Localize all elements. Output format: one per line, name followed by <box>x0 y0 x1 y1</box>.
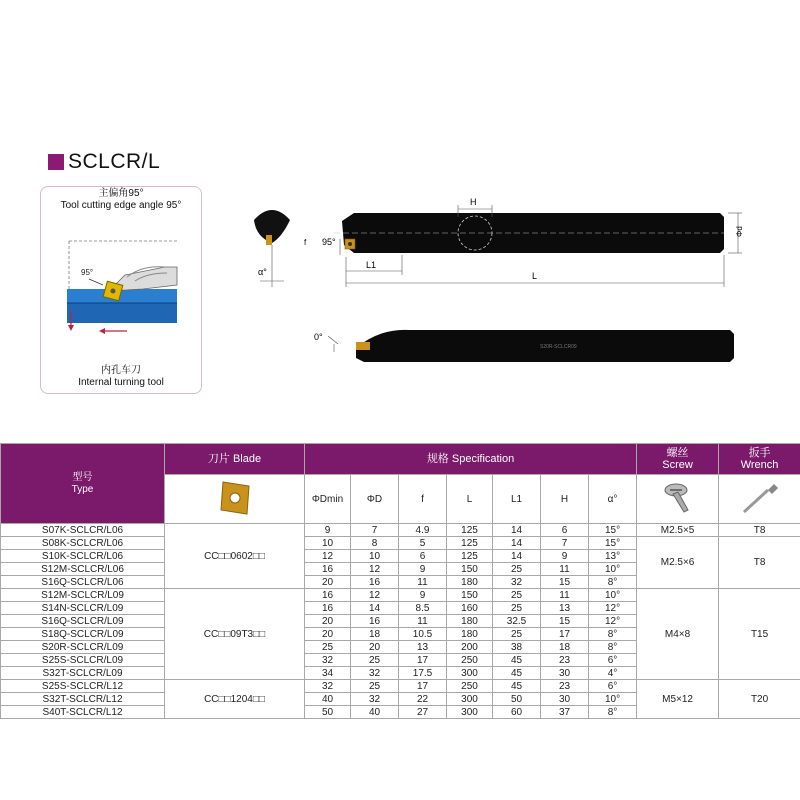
spec-value-cell: 125 <box>447 524 493 537</box>
spec-value-cell: 32 <box>305 680 351 693</box>
blade-header: 刀片 Blade <box>165 444 305 475</box>
spec-value-cell: 200 <box>447 641 493 654</box>
spec-value-cell: 45 <box>493 654 541 667</box>
feature-card-header <box>41 187 201 212</box>
angle-95-label: 95° <box>81 268 94 277</box>
spec-value-cell: 12 <box>351 563 399 576</box>
spec-value-cell: 11 <box>399 576 447 589</box>
spec-value-cell: 180 <box>447 628 493 641</box>
spec-value-cell: 250 <box>447 654 493 667</box>
spec-value-cell: 27 <box>399 706 447 719</box>
type-cell: S12M-SCLCR/L09 <box>1 589 165 602</box>
spec-value-cell: 12 <box>305 550 351 563</box>
spec-value-cell: 8° <box>589 706 637 719</box>
spec-value-cell: 10.5 <box>399 628 447 641</box>
spec-value-cell: 8 <box>351 537 399 550</box>
spec-value-cell: 14 <box>351 602 399 615</box>
type-header-cn: 型号 <box>72 471 93 483</box>
spec-value-cell: 12° <box>589 615 637 628</box>
type-cell: S12M-SCLCR/L06 <box>1 563 165 576</box>
spec-value-cell: 25 <box>351 654 399 667</box>
type-cell: S07K-SCLCR/L06 <box>1 524 165 537</box>
spec-value-cell: 14 <box>493 550 541 563</box>
screw-cell: M5×12 <box>637 680 719 719</box>
spec-value-cell: 37 <box>541 706 589 719</box>
tool-side-view <box>310 322 740 370</box>
spec-value-cell: 50 <box>493 693 541 706</box>
insert-image-cell <box>165 475 305 524</box>
blade-cell: CC□□09T3□□ <box>165 589 305 680</box>
screw-header-en: Screw <box>662 459 693 471</box>
spec-value-cell: 25 <box>493 563 541 576</box>
type-cell: S25S-SCLCR/L09 <box>1 654 165 667</box>
type-cell: S16Q-SCLCR/L06 <box>1 576 165 589</box>
spec-value-cell: 13° <box>589 550 637 563</box>
spec-value-cell: 12 <box>351 589 399 602</box>
type-header-en: Type <box>71 483 94 495</box>
cutting-angle-cn: 主偏角95° <box>98 188 144 199</box>
wrench-header <box>719 444 800 475</box>
spec-value-cell: 8° <box>589 628 637 641</box>
spec-value-cell: 20 <box>305 615 351 628</box>
spec-value-cell: 11 <box>541 589 589 602</box>
spec-value-cell: 9 <box>305 524 351 537</box>
spec-value-cell: 17 <box>541 628 589 641</box>
spec-value-cell: 20 <box>305 628 351 641</box>
type-cell: S18Q-SCLCR/L09 <box>1 628 165 641</box>
blade-cell: CC□□1204□□ <box>165 680 305 719</box>
spec-value-cell: 17 <box>399 654 447 667</box>
spec-value-cell: 50 <box>305 706 351 719</box>
spec-value-cell: 8.5 <box>399 602 447 615</box>
spec-header: 规格 Specification <box>305 444 637 475</box>
spec-value-cell: 14 <box>493 537 541 550</box>
spec-value-cell: 150 <box>447 589 493 602</box>
column-header-3: L <box>447 475 493 524</box>
spec-value-cell: 23 <box>541 680 589 693</box>
spec-value-cell: 15° <box>589 537 637 550</box>
table-row <box>1 589 800 602</box>
type-cell: S14N-SCLCR/L09 <box>1 602 165 615</box>
internal-turning-illustration <box>47 215 195 365</box>
type-cell: S08K-SCLCR/L06 <box>1 537 165 550</box>
dim-l1-label: L1 <box>366 260 377 270</box>
spec-value-cell: 17.5 <box>399 667 447 680</box>
spec-value-cell: 160 <box>447 602 493 615</box>
spec-value-cell: 30 <box>541 667 589 680</box>
rhombic-insert-icon <box>215 478 255 518</box>
spec-value-cell: 5 <box>399 537 447 550</box>
spec-value-cell: 300 <box>447 706 493 719</box>
spec-value-cell: 45 <box>493 667 541 680</box>
spec-value-cell: 14 <box>493 524 541 537</box>
spec-value-cell: 7 <box>351 524 399 537</box>
spec-value-cell: 34 <box>305 667 351 680</box>
internal-turning-cn: 内孔车刀 <box>101 365 141 376</box>
specification-table <box>0 443 800 719</box>
spec-value-cell: 32 <box>351 693 399 706</box>
cutting-angle-en: Tool cutting edge angle 95° <box>60 200 182 211</box>
spec-value-cell: 6° <box>589 680 637 693</box>
spec-value-cell: 180 <box>447 615 493 628</box>
spec-value-cell: 180 <box>447 576 493 589</box>
type-header <box>1 444 165 524</box>
spec-value-cell: 4° <box>589 667 637 680</box>
spec-value-cell: 10° <box>589 693 637 706</box>
spec-value-cell: 15 <box>541 615 589 628</box>
spec-value-cell: 25 <box>305 641 351 654</box>
dim-l-label: L <box>532 271 538 281</box>
spec-value-cell: 40 <box>305 693 351 706</box>
spec-value-cell: 32 <box>351 667 399 680</box>
spec-value-cell: 16 <box>351 615 399 628</box>
spec-value-cell: 10° <box>589 589 637 602</box>
spec-value-cell: 8° <box>589 641 637 654</box>
spec-value-cell: 15° <box>589 524 637 537</box>
type-cell: S32T-SCLCR/L09 <box>1 667 165 680</box>
spec-value-cell: 40 <box>351 706 399 719</box>
type-cell: S20R-SCLCR/L09 <box>1 641 165 654</box>
spec-value-cell: 25 <box>351 680 399 693</box>
column-header-5: H <box>541 475 589 524</box>
wrench-image-cell <box>719 475 800 524</box>
table-row <box>1 680 800 693</box>
blade-cell: CC□□0602□□ <box>165 524 305 589</box>
spec-value-cell: 9 <box>399 563 447 576</box>
column-header-2: f <box>399 475 447 524</box>
spec-value-cell: 45 <box>493 680 541 693</box>
feature-card <box>40 186 202 394</box>
spec-value-cell: 22 <box>399 693 447 706</box>
spec-value-cell: 6 <box>541 524 589 537</box>
spec-value-cell: 300 <box>447 693 493 706</box>
dim-f-label: f <box>304 238 307 247</box>
dim-95-label: 95° <box>322 237 336 247</box>
screw-cell: M2.5×6 <box>637 537 719 589</box>
column-header-4: L1 <box>493 475 541 524</box>
spec-value-cell: 32.5 <box>493 615 541 628</box>
spec-value-cell: 8° <box>589 576 637 589</box>
spec-value-cell: 11 <box>399 615 447 628</box>
wrench-header-cn: 扳手 <box>748 447 771 459</box>
spec-value-cell: 15 <box>541 576 589 589</box>
spec-value-cell: 16 <box>305 563 351 576</box>
spec-value-cell: 32 <box>493 576 541 589</box>
spec-value-cell: 60 <box>493 706 541 719</box>
spec-value-cell: 13 <box>399 641 447 654</box>
spec-value-cell: 9 <box>541 550 589 563</box>
spec-value-cell: 7 <box>541 537 589 550</box>
screw-header <box>637 444 719 475</box>
spec-value-cell: 4.9 <box>399 524 447 537</box>
alpha-label: α° <box>258 267 267 277</box>
spec-value-cell: 30 <box>541 693 589 706</box>
spec-value-cell: 20 <box>351 641 399 654</box>
spec-value-cell: 20 <box>305 576 351 589</box>
spec-value-cell: 150 <box>447 563 493 576</box>
wrench-cell: T8 <box>719 537 800 589</box>
spec-value-cell: 6° <box>589 654 637 667</box>
spec-value-cell: 25 <box>493 589 541 602</box>
spec-value-cell: 300 <box>447 667 493 680</box>
internal-turning-en: Internal turning tool <box>78 377 164 388</box>
spec-value-cell: 6 <box>399 550 447 563</box>
spec-value-cell: 17 <box>399 680 447 693</box>
type-cell: S16Q-SCLCR/L09 <box>1 615 165 628</box>
spec-value-cell: 13 <box>541 602 589 615</box>
spec-value-cell: 11 <box>541 563 589 576</box>
spec-value-cell: 25 <box>493 628 541 641</box>
spec-value-cell: 16 <box>351 576 399 589</box>
table-row <box>1 524 800 537</box>
spec-value-cell: 250 <box>447 680 493 693</box>
dim-h-label: H <box>470 197 477 207</box>
screw-cell: M2.5×5 <box>637 524 719 537</box>
spec-value-cell: 16 <box>305 602 351 615</box>
spec-value-cell: 10° <box>589 563 637 576</box>
spec-value-cell: 16 <box>305 589 351 602</box>
spec-value-cell: 125 <box>447 537 493 550</box>
spec-value-cell: 10 <box>351 550 399 563</box>
product-title <box>48 150 160 174</box>
screw-image-cell <box>637 475 719 524</box>
page-title: SCLCR/L <box>68 150 161 173</box>
spec-value-cell: 25 <box>493 602 541 615</box>
feature-card-footer <box>41 365 201 389</box>
type-cell: S40T-SCLCR/L12 <box>1 706 165 719</box>
dim-d-label: Φd <box>735 226 744 237</box>
spec-value-cell: 10 <box>305 537 351 550</box>
title-marker <box>48 154 64 170</box>
spec-value-cell: 38 <box>493 641 541 654</box>
table-row <box>1 537 800 550</box>
type-cell: S32T-SCLCR/L12 <box>1 693 165 706</box>
wrench-cell: T20 <box>719 680 800 719</box>
wrench-cell: T15 <box>719 589 800 680</box>
column-header-1: ΦD <box>351 475 399 524</box>
spec-value-cell: 23 <box>541 654 589 667</box>
angle-0-label: 0° <box>314 332 323 342</box>
spec-value-cell: 18 <box>351 628 399 641</box>
spec-value-cell: 32 <box>305 654 351 667</box>
column-header-6: α° <box>589 475 637 524</box>
screw-header-cn: 螺丝 <box>666 447 689 459</box>
screw-cell: M4×8 <box>637 589 719 680</box>
wrench-icon <box>738 478 782 518</box>
spec-value-cell: 125 <box>447 550 493 563</box>
wrench-header-en: Wrench <box>740 459 779 471</box>
spec-value-cell: 12° <box>589 602 637 615</box>
spec-value-cell: 18 <box>541 641 589 654</box>
spec-value-cell: 9 <box>399 589 447 602</box>
screw-icon <box>658 478 698 518</box>
column-header-0: ΦDmin <box>305 475 351 524</box>
type-cell: S10K-SCLCR/L06 <box>1 550 165 563</box>
wrench-cell: T8 <box>719 524 800 537</box>
type-cell: S25S-SCLCR/L12 <box>1 680 165 693</box>
tool-dimension-drawing <box>242 195 752 295</box>
shank-marking: S20R-SCLCR09 <box>540 344 577 350</box>
